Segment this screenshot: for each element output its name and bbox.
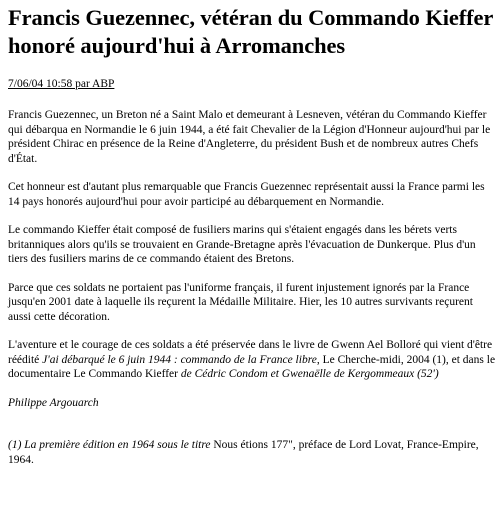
article-dateline[interactable]: 7/06/04 10:58 par ABP bbox=[8, 78, 115, 90]
article-paragraph-4: Parce que ces soldats ne portaient pas l'uniforme français, il furent injustement ignorés par la France jusqu'en 2001 date à laquelle ils reçurent la Médaille Militaire. Hier, les 10 autres survivants reçurent aussi cette décoration. bbox=[8, 281, 473, 323]
article-paragraph-5 bbox=[8, 338, 498, 382]
book-title: J'ai débarqué le 6 juin 1944 : commando de la France libre bbox=[42, 353, 317, 366]
documentary-credits: de Cédric Condom et Gwenaëlle de Kergommeaux (52') bbox=[180, 368, 439, 380]
article-author: Philippe Argouarch bbox=[8, 396, 99, 409]
footnote-text-b: Nous étions 177", préface de Lord Lovat, France-Empire, 1964. bbox=[8, 439, 479, 466]
paragraph-5-text-c: , Le Cherche-midi, 2004 (1), et dans le documentaire Le Commando Kieffer bbox=[8, 353, 496, 380]
paragraph-5-text-a: L'aventure et le courage de ces soldats a été préservée dans le livre de Gwenn Ael Bolloré qui vient d'être réédité bbox=[8, 339, 493, 366]
article-paragraph-1: Francis Guezennec, un Breton né a Saint Malo et demeurant à Lesneven, vétéran du Commando Kieffer qui débarqua en Normandie le 6 juin 1944, a été fait Chevalier de la Légion d'Honneur aujourd'hui par le président Chirac en présence de la Reine d'Angleterre, du président Bush et de nombreux autres Chefs d'État. bbox=[8, 109, 491, 165]
article-paragraph-2: Cet honneur est d'autant plus remarquable que Francis Guezennec représentait aussi la France parmi les 14 pays honorés aujourd'hui pour avoir participé au débarquement en Normandie. bbox=[8, 181, 485, 208]
article-paragraph-3: Le commando Kieffer était composé de fusiliers marins qui s'étaient engagés dans les bérets verts britanniques alors qu'ils se trouvaient en Grande-Bretagne après l'évacuation de Dunkerque. Plus d'un tiers des fusiliers marins de ce commando étaient des Bretons. bbox=[8, 224, 476, 265]
footnote-text-a: (1) La première édition en 1964 sous le titre bbox=[8, 439, 211, 451]
article-title: Francis Guezennec, vétéran du Commando Kieffer honoré aujourd'hui à Arromanches bbox=[8, 5, 493, 58]
footnote bbox=[8, 438, 498, 467]
article bbox=[8, 4, 498, 479]
